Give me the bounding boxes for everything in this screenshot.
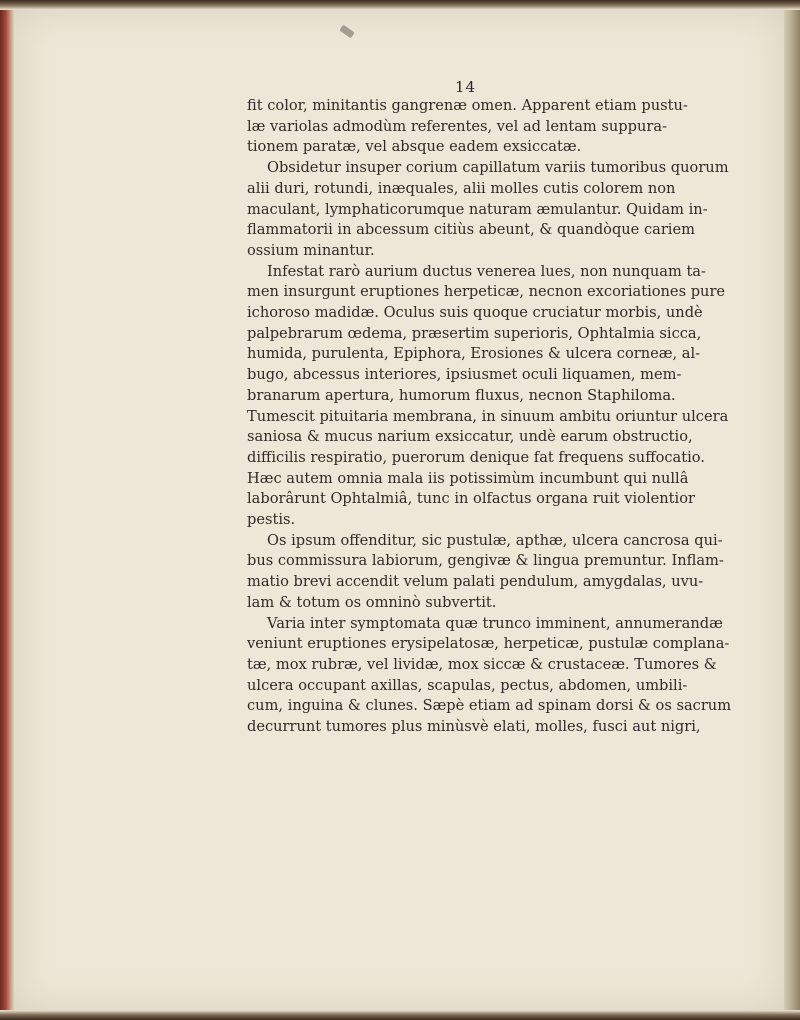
paragraph [247, 531, 724, 614]
text-line: alii duri, rotundi, inæquales, alii molles cutis colorem non [247, 179, 676, 197]
text-line: Obsidetur insuper corium capillatum variis tumoribus quorum [267, 159, 729, 177]
text-line: ossium minantur. [247, 241, 375, 259]
text-line: bugo, abcessus interiores, ipsiusmet oculi liquamen, mem- [247, 366, 682, 384]
text-line: pestis. [247, 511, 296, 529]
paragraph [247, 262, 729, 531]
paragraph [247, 614, 732, 738]
text-line: Hæc autem omnia mala iis potissimùm incumbunt qui nullâ [247, 469, 689, 487]
text-line: men insurgunt eruptiones herpeticæ, necnon excoriationes pure [247, 283, 726, 301]
text-line: veniunt eruptiones erysipelatosæ, herpeticæ, pustulæ complana- [247, 635, 730, 653]
text-line: matio brevi accendit velum palati pendulum, amygdalas, uvu- [247, 573, 704, 591]
text-line: Varia inter symptomata quæ trunco imminent, annumerandæ [267, 614, 723, 632]
text-line: saniosa & mucus narium exsiccatur, undè earum obstructio, [247, 428, 693, 446]
text-line: Os ipsum offenditur, sic pustulæ, apthæ, ulcera cancrosa qui- [267, 531, 723, 549]
page-number: 14 [455, 78, 477, 96]
text-line: laborârunt Ophtalmiâ, tunc in olfactus organa ruit violentior [247, 490, 695, 508]
text-line: maculant, lymphaticorumque naturam æmulantur. Quidam in- [247, 200, 708, 218]
paragraph [247, 96, 688, 158]
page-top-edge [0, 0, 800, 10]
text-line: decurrunt tumores plus minùsvè elati, molles, fusci aut nigri, [247, 718, 701, 736]
text-line: lam & totum os omninò subvertit. [247, 593, 497, 611]
text-line: flammatorii in abcessum citiùs abeunt, & quandòque cariem [247, 221, 695, 239]
body-text [247, 96, 732, 738]
text-line: tæ, mox rubræ, vel lividæ, mox siccæ & crustaceæ. Tumores & [247, 655, 717, 673]
page-bottom-edge [0, 1010, 800, 1020]
text-line: cum, inguina & clunes. Sæpè etiam ad spinam dorsi & os sacrum [247, 697, 732, 715]
text-line: bus commissura labiorum, gengivæ & lingua premuntur. Inflam- [247, 552, 724, 570]
text-line: læ variolas admodùm referentes, vel ad lentam suppura- [247, 117, 667, 135]
text-line: tionem paratæ, vel absque eadem exsiccatæ. [247, 138, 582, 156]
text-line: palpebrarum œdema, præsertim superioris, Ophtalmia sicca, [247, 324, 702, 342]
text-line: fit color, minitantis gangrenæ omen. Apparent etiam pustu- [247, 97, 688, 114]
text-line: branarum apertura, humorum fluxus, necnon Staphiloma. [247, 386, 676, 404]
text-line: difficilis respiratio, puerorum denique fat frequens suffocatio. [247, 448, 705, 466]
text-line: ulcera occupant axillas, scapulas, pectus, abdomen, umbili- [247, 676, 688, 694]
text-line: Infestat rarò aurium ductus venerea lues, non nunquam ta- [267, 262, 706, 280]
text-line: humida, purulenta, Epiphora, Erosiones & ulcera corneæ, al- [247, 345, 701, 363]
text-line: ichoroso madidæ. Oculus suis quoque cruciatur morbis, undè [247, 304, 703, 322]
paragraph [247, 158, 729, 262]
text-line: Tumescit pituitaria membrana, in sinuum ambitu oriuntur ulcera [247, 407, 729, 425]
